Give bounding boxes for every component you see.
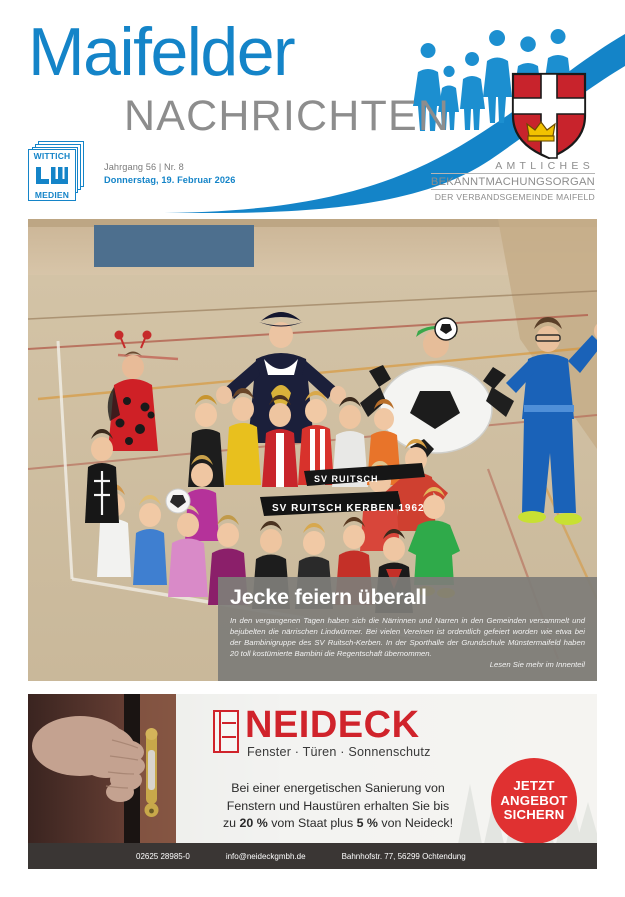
lw-monogram-icon bbox=[35, 166, 69, 186]
caption-read-more: Lesen Sie mehr im Innenteil bbox=[489, 660, 585, 670]
ad-copy-mid: vom Staat plus bbox=[267, 816, 357, 831]
official-line-3: DER VERBANDSGEMEINDE MAIFELD bbox=[434, 192, 595, 203]
ad-contact-bar bbox=[28, 843, 597, 869]
svg-text:SV RUITSCH KERBEN 1962: SV RUITSCH KERBEN 1962 bbox=[272, 503, 425, 514]
ad-phone[interactable]: 02625 28985-0 bbox=[136, 851, 190, 861]
ad-copy-pre: zu bbox=[222, 816, 240, 831]
ad-tagline: Fenster · Türen · Sonnenschutz bbox=[247, 744, 431, 759]
caption-headline: Jecke feiern überall bbox=[230, 585, 427, 609]
window-icon bbox=[213, 710, 239, 753]
page-subtitle: NACHRICHTEN bbox=[124, 92, 451, 140]
badge-line-3: SICHERN bbox=[503, 807, 565, 823]
ad-copy bbox=[178, 780, 498, 833]
logo-top-word: WITTICH bbox=[33, 151, 71, 161]
logo-frame bbox=[28, 149, 76, 201]
badge-line-2: ANGEBOT bbox=[500, 792, 568, 808]
wittich-medien-logo bbox=[28, 141, 90, 203]
coat-of-arms bbox=[513, 74, 585, 158]
ad-discount-neideck: 5 % bbox=[356, 816, 378, 831]
official-line-2: BEKANNTMACHUNGSORGAN bbox=[431, 173, 595, 190]
masthead bbox=[0, 0, 625, 213]
svg-text:SV RUITSCH: SV RUITSCH bbox=[314, 474, 379, 484]
official-line-1: AMTLICHES bbox=[495, 160, 594, 172]
ad-copy-line-1: Bei einer energetischen Sanierung von bbox=[231, 781, 445, 795]
badge-line-1: JETZT bbox=[513, 777, 555, 793]
advertisement-neideck[interactable] bbox=[28, 694, 597, 869]
ad-copy-post: von Neideck! bbox=[377, 816, 454, 831]
page-title: Maifelder bbox=[28, 14, 295, 90]
ad-offer-badge[interactable] bbox=[491, 758, 577, 844]
ad-discount-state: 20 % bbox=[239, 816, 268, 831]
ad-email[interactable]: info@neideckgmbh.de bbox=[225, 851, 306, 861]
ad-copy-line-3 bbox=[178, 815, 498, 833]
ad-brand-name: NEIDECK bbox=[245, 704, 420, 746]
hero-caption bbox=[218, 577, 597, 681]
caption-body: In den vergangenen Tagen haben sich die Närrinnen und Narren in den Gemeinden versammelt und bejubelten die närrischen Lindwürmer. Bei vielen Vereinen ist ordentlich gefeiert worden wie etwa bei der Bambinigruppe des SV Ruitsch-Kerben. In der Sporthalle der Grundschule Münstermaifeld haben 20 toll kostümierte Bambini die Regentschaft übernommen. bbox=[230, 615, 585, 659]
issue-date: Donnerstag, 19. Februar 2026 bbox=[104, 175, 236, 185]
logo-bottom-word: MEDIEN bbox=[34, 189, 70, 200]
ad-brand-logo bbox=[213, 704, 431, 759]
ad-copy-line-2: Fenstern und Haustüren erhalten Sie bis bbox=[226, 798, 450, 813]
issue-number: Jahrgang 56 | Nr. 8 bbox=[104, 162, 184, 172]
official-organ-block bbox=[431, 160, 595, 203]
ad-address: Bahnhofstr. 77, 56299 Ochtendung bbox=[341, 851, 466, 861]
